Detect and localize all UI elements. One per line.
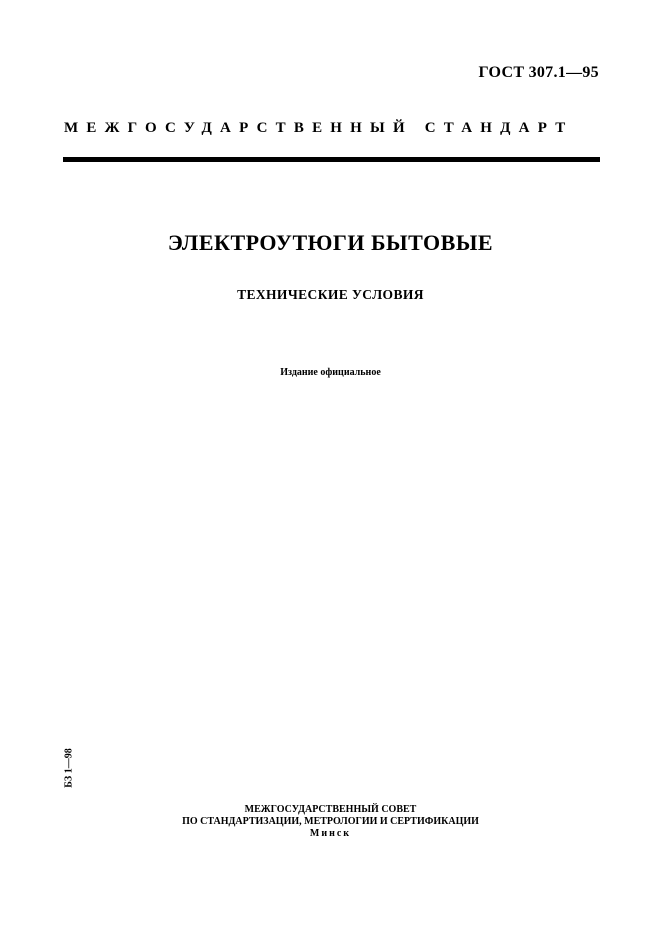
publisher-line-1: МЕЖГОСУДАРСТВЕННЫЙ СОВЕТ: [244, 804, 417, 815]
gost-number: ГОСТ 307.1—95: [478, 64, 599, 81]
edition-note: Издание официальное: [280, 367, 381, 378]
document-subtitle: ТЕХНИЧЕСКИЕ УСЛОВИЯ: [237, 287, 424, 302]
side-code-text: БЗ 1—98: [63, 748, 75, 788]
side-code: [62, 746, 76, 790]
document-title: ЭЛЕКТРОУТЮГИ БЫТОВЫЕ: [167, 230, 494, 255]
publisher-line-2: ПО СТАНДАРТИЗАЦИИ, МЕТРОЛОГИИ И СЕРТИФИКАЦИИ: [182, 816, 479, 827]
publisher-city: Минск: [309, 828, 352, 839]
header-divider: [63, 157, 600, 162]
publisher-block: [0, 804, 661, 840]
standard-type-heading: МЕЖГОСУДАРСТВЕННЫЙ СТАНДАРТ: [64, 120, 574, 136]
